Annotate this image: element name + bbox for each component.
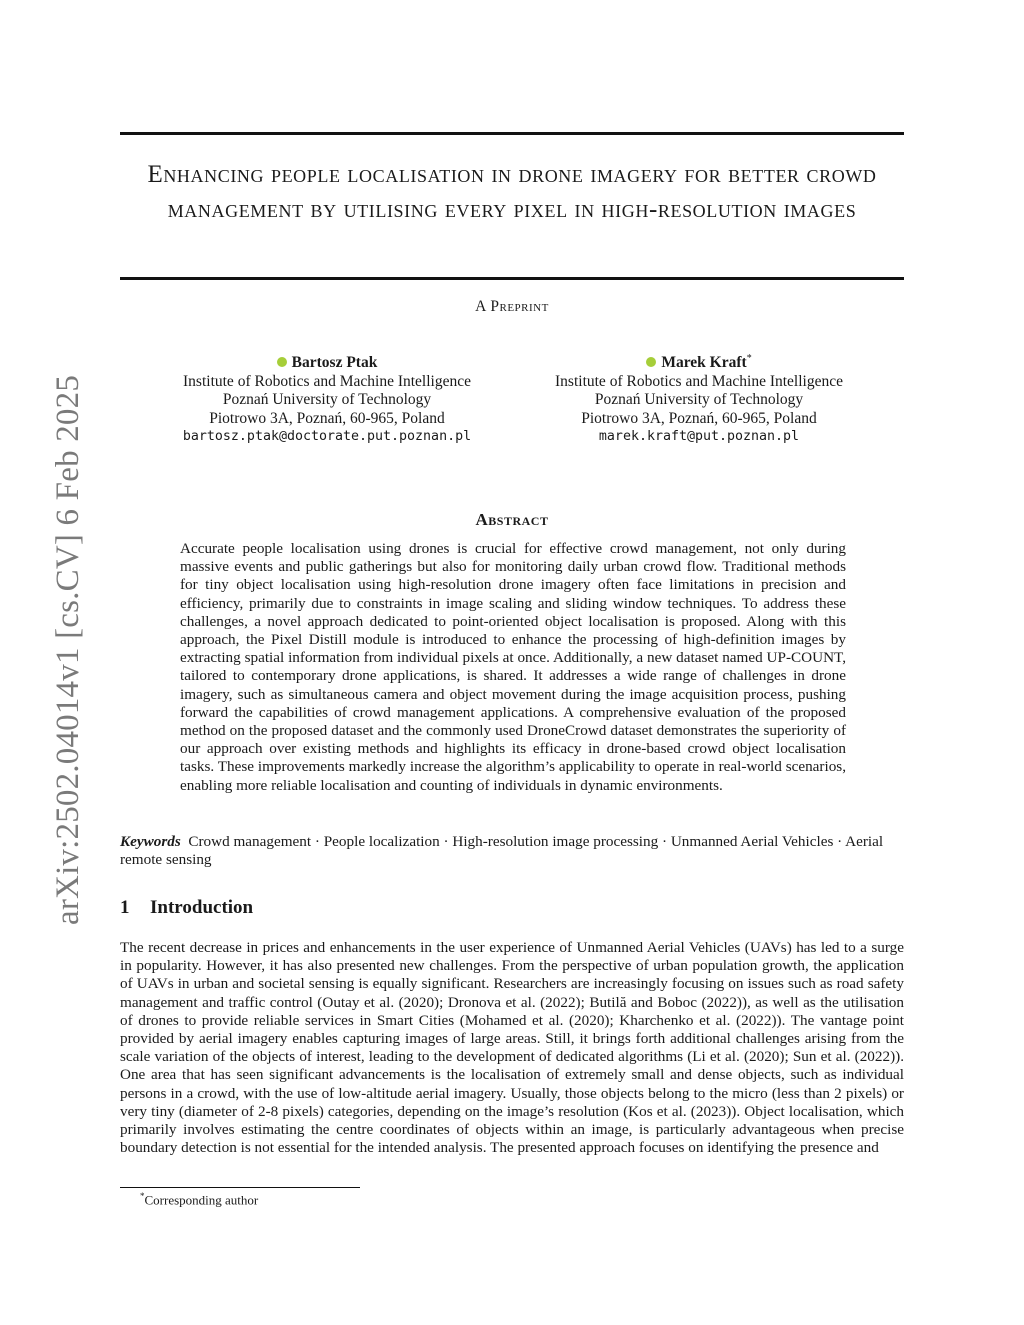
orcid-icon[interactable]: [646, 357, 656, 367]
footnote: [140, 1191, 258, 1208]
paper-title: Enhancing people localisation in drone imagery for better crowd management by utilising every pixel in high-resolution images: [147, 161, 877, 223]
author-affiliation: Institute of Robotics and Machine Intelligence: [555, 372, 843, 390]
author-name: Bartosz Ptak: [291, 354, 378, 372]
footnote-mark: *: [140, 1191, 145, 1201]
introduction-text: The recent decrease in prices and enhancements in the user experience of Unmanned Aerial Vehicles (UAVs) has led to a surge in popularity. However, it has also presented new challenges. From the perspective of urban population growth, the application of UAVs in urban and societal sensing is equally significant. Researchers are increasingly focusing on issues such as road safety management and traffic control (Outay et al. (2020); Dronova et al. (2022); Butilă and Boboc (2022)), as well as the utilisation of drones to provide reliable services in Smart Cities (Mohamed et al. (2020); Kharchenko et al. (2022)). The vantage point provided by aerial imagery enables capturing images of large areas. Still, it brings forth additional challenges arising from the scale variation of the objects of interest, leading to the development of dedicated algorithms (Li et al. (2020); Sun et al. (2022)). One area that has seen significant advancements is the localisation of extremely small and dense objects, such as individual persons in a crowd, with the use of low-altitude aerial imagery. Usually, those objects belong to the micro (less than 2 pixels) or very tiny (diameter of 2-8 pixels) categories, depending on the image’s resolution (Kos et al. (2023)). Object localisation, which primarily involves estimating the centre coordinates of objects within an image, is particularly advantageous when precise boundary detection is not essential for the intended analysis. The presented approach focuses on identifying the presence and: [120, 939, 904, 1157]
author-block-1: [127, 350, 527, 447]
abstract-heading: Abstract: [475, 510, 549, 529]
author-university: Poznań University of Technology: [594, 391, 804, 409]
author-name: Marek Kraft: [661, 354, 747, 372]
author-email[interactable]: marek.kraft@put.poznan.pl: [598, 429, 800, 445]
author-address: Piotrowo 3A, Poznań, 60-965, Poland: [581, 409, 817, 427]
author-name-line: [127, 350, 527, 373]
arxiv-identifier: arXiv:2502.04014v1 [cs.CV] 6 Feb 2025: [50, 374, 86, 925]
preprint-label: A Preprint: [475, 298, 549, 315]
abstract-text: Accurate people localisation using drones is crucial for effective crowd management, not only during massive events and public gatherings but also for monitoring daily urban crowd flow. Traditional methods for tiny object localisation using high-resolution drone imagery often face limitations in precision and efficiency, primarily due to constraints in image scaling and sliding window techniques. To address these challenges, a novel approach dedicated to point-oriented object localisation is proposed. Along with this approach, the Pixel Distill module is introduced to enhance the processing of high-definition images by extracting spatial information from individual pixels at once. Additionally, a new dataset named UP-COUNT, tailored to contemporary drone applications, is shared. It addresses a wide range of challenges in drone imagery, such as simultaneous camera and object movement during the image acquisition process, pushing forward the capabilities of crowd management applications. A comprehensive evaluation of the proposed method on the proposed dataset and the commonly used DroneCrowd dataset demonstrates the superiority of our approach over existing methods and highlights its efficacy in drone-based crowd object localisation tasks. These improvements markedly increase the algorithm’s applicability to operate in real-world scenarios, enabling more reliable localisation and counting of individuals in dynamic environments.: [180, 540, 846, 794]
footnote-rule: [120, 1187, 360, 1188]
author-email[interactable]: bartosz.ptak@doctorate.put.poznan.pl: [182, 429, 472, 445]
author-university: Poznań University of Technology: [222, 391, 432, 409]
footnote-text: Corresponding author: [144, 1192, 259, 1208]
title-bottom-rule: [120, 277, 904, 280]
author-mark: *: [746, 353, 752, 364]
title-top-rule: [120, 132, 904, 135]
author-affiliation: Institute of Robotics and Machine Intelligence: [183, 372, 471, 390]
keywords-label: Keywords: [120, 833, 181, 850]
keywords: [120, 833, 904, 869]
author-block-2: [499, 350, 899, 447]
section-title: Introduction: [150, 897, 254, 918]
section-heading: [120, 897, 253, 919]
orcid-icon[interactable]: [277, 357, 287, 367]
section-number: 1: [120, 897, 130, 918]
author-name-line: [499, 350, 899, 373]
keywords-text: Crowd management · People localization · High-resolution image processing · Unmanned Aerial Vehicles · Aerial remote sensing: [120, 833, 884, 869]
author-address: Piotrowo 3A, Poznań, 60-965, Poland: [209, 409, 445, 427]
